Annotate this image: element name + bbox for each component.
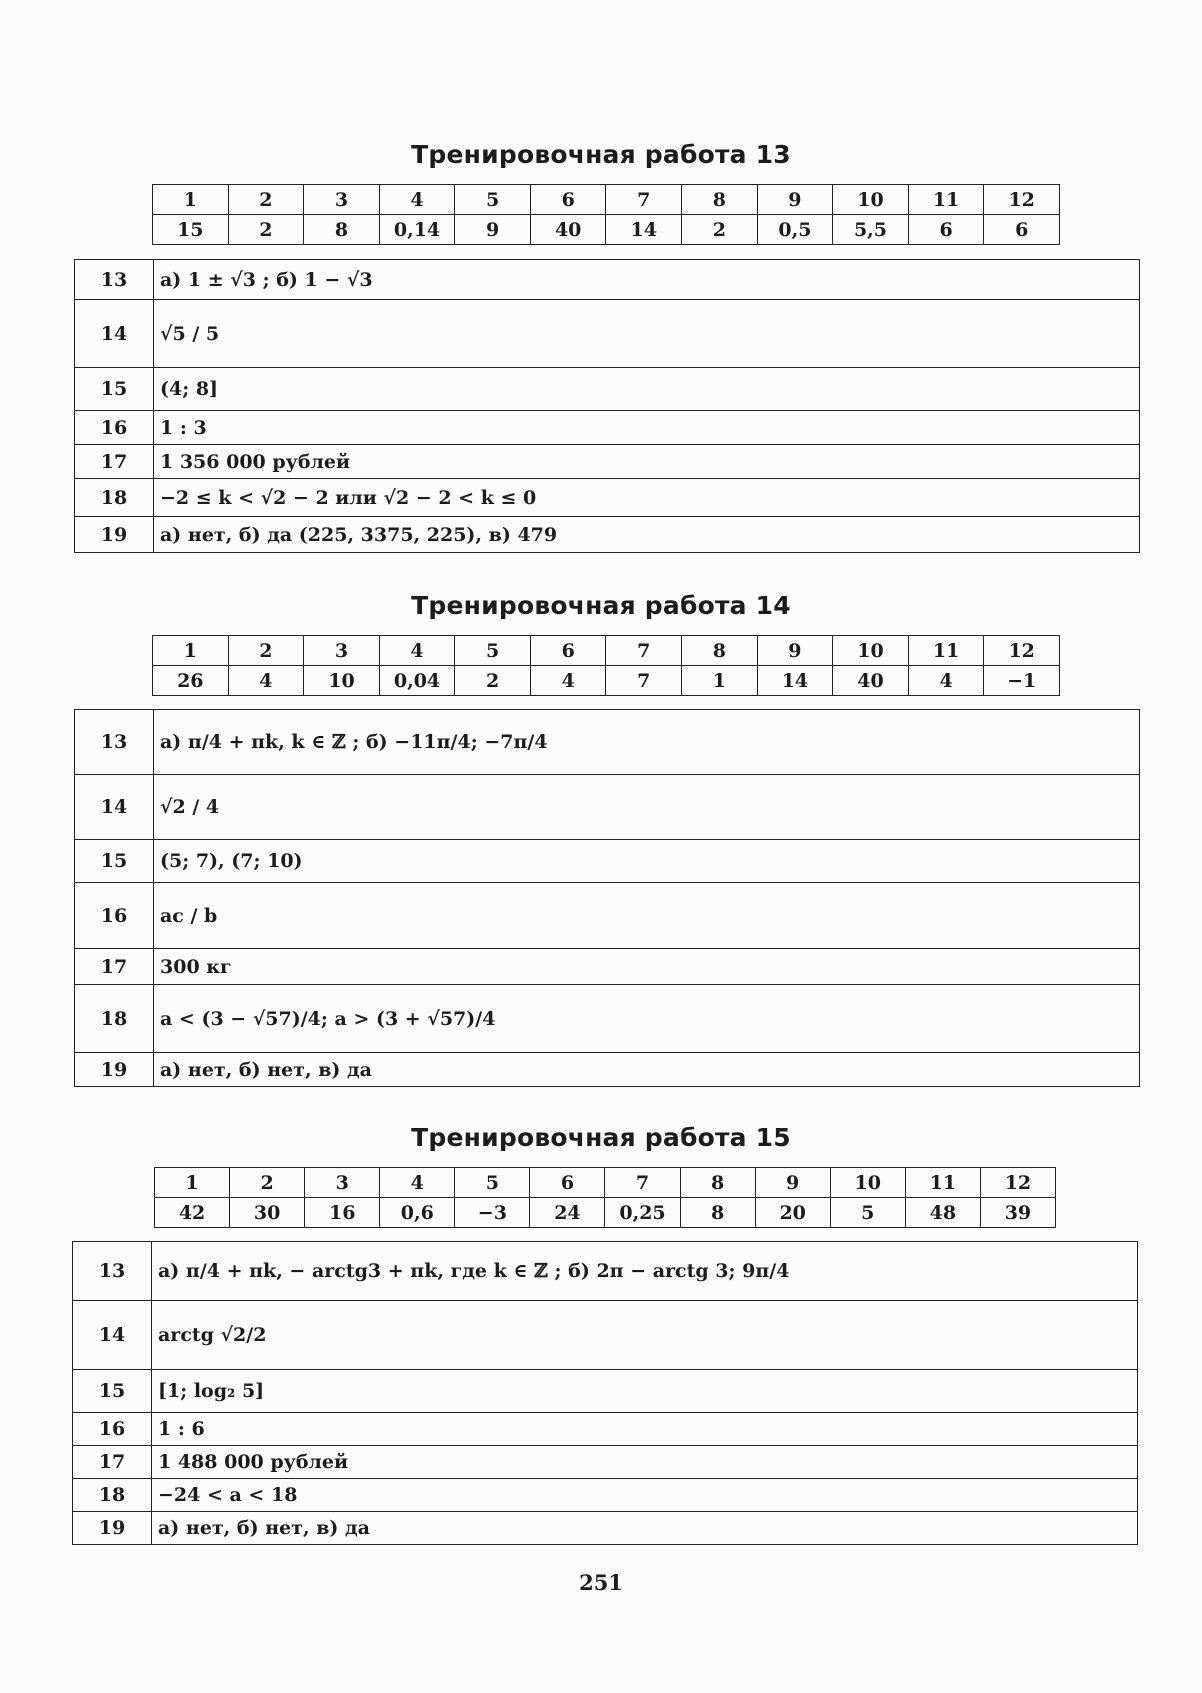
answer-value: 9 <box>455 215 531 245</box>
table-row <box>75 710 1140 775</box>
task-number: 19 <box>75 517 154 553</box>
table-row <box>73 1413 1138 1446</box>
task-number: 6 <box>530 636 606 666</box>
answer-value: 6 <box>984 215 1060 245</box>
task-number: 14 <box>75 775 154 840</box>
answer-row <box>153 666 1060 696</box>
answer-value: 2 <box>455 666 531 696</box>
answer-value: 1 <box>682 666 758 696</box>
task-number: 4 <box>379 636 455 666</box>
answer-value: 2 <box>682 215 758 245</box>
header-row <box>155 1168 1056 1198</box>
answer-value: 8 <box>304 215 380 245</box>
table-row <box>75 260 1140 300</box>
work-14-title: Тренировочная работа 14 <box>411 591 791 620</box>
table-row <box>75 479 1140 517</box>
task-number: 13 <box>75 260 154 300</box>
task-number: 19 <box>73 1512 152 1545</box>
task-number: 6 <box>530 185 606 215</box>
answer-value: 15 <box>153 215 229 245</box>
task-number: 9 <box>755 1168 830 1198</box>
task-number: 11 <box>908 185 984 215</box>
table-row <box>73 1512 1138 1545</box>
task-number: 6 <box>530 1168 605 1198</box>
answer-text: а) π/4 + πk, k ∈ ℤ ; б) −11π/4; −7π/4 <box>154 710 1140 775</box>
task-number: 10 <box>830 1168 905 1198</box>
header-row <box>153 185 1060 215</box>
table-row <box>73 1479 1138 1512</box>
task-number: 13 <box>75 710 154 775</box>
task-number: 15 <box>75 840 154 883</box>
task-number: 16 <box>75 411 154 445</box>
task-number: 17 <box>75 445 154 479</box>
task-number: 8 <box>682 636 758 666</box>
answer-value: 0,14 <box>379 215 455 245</box>
answer-value: 26 <box>153 666 229 696</box>
answer-value: 10 <box>304 666 380 696</box>
table-row <box>75 775 1140 840</box>
task-number: 16 <box>73 1413 152 1446</box>
answer-text: [1; log₂ 5] <box>152 1370 1138 1413</box>
answer-row <box>155 1198 1056 1228</box>
answer-value: 5,5 <box>833 215 909 245</box>
answer-text: 1 356 000 рублей <box>154 445 1140 479</box>
task-number: 8 <box>680 1168 755 1198</box>
work-13-short-answers <box>152 184 1060 245</box>
answer-value: 2 <box>228 215 304 245</box>
answer-value: 20 <box>755 1198 830 1228</box>
answer-text: а) π/4 + πk, − arctg3 + πk, где k ∈ ℤ ; б) 2π − arctg 3; 9π/4 <box>152 1242 1138 1301</box>
task-number: 9 <box>757 185 833 215</box>
answer-value: 4 <box>908 666 984 696</box>
task-number: 16 <box>75 883 154 949</box>
table-row <box>75 517 1140 553</box>
task-number: 19 <box>75 1053 154 1087</box>
answer-value: 42 <box>155 1198 230 1228</box>
task-number: 8 <box>682 185 758 215</box>
work-13-title: Тренировочная работа 13 <box>411 140 791 169</box>
table-row <box>75 949 1140 985</box>
task-number: 10 <box>833 636 909 666</box>
answer-text: −24 < a < 18 <box>152 1479 1138 1512</box>
header-row <box>153 636 1060 666</box>
task-number: 18 <box>73 1479 152 1512</box>
answer-row <box>153 215 1060 245</box>
answer-value: 4 <box>530 666 606 696</box>
answer-text: ac / b <box>154 883 1140 949</box>
answer-value: 48 <box>905 1198 980 1228</box>
answer-text: а) 1 ± √3 ; б) 1 − √3 <box>154 260 1140 300</box>
answer-value: 0,6 <box>380 1198 455 1228</box>
table-row <box>75 411 1140 445</box>
task-number: 11 <box>908 636 984 666</box>
answer-value: 5 <box>830 1198 905 1228</box>
table-row <box>75 445 1140 479</box>
task-number: 12 <box>984 185 1060 215</box>
answer-value: 0,04 <box>379 666 455 696</box>
task-number: 3 <box>305 1168 380 1198</box>
task-number: 1 <box>155 1168 230 1198</box>
task-number: 5 <box>455 185 531 215</box>
table-row <box>75 300 1140 368</box>
task-number: 15 <box>73 1370 152 1413</box>
task-number: 4 <box>380 1168 455 1198</box>
answer-text: (4; 8] <box>154 368 1140 411</box>
task-number: 3 <box>304 185 380 215</box>
task-number: 3 <box>304 636 380 666</box>
task-number: 7 <box>606 185 682 215</box>
answer-text: −2 ≤ k < √2 − 2 или √2 − 2 < k ≤ 0 <box>154 479 1140 517</box>
table-row <box>73 1370 1138 1413</box>
answer-value: 4 <box>228 666 304 696</box>
task-number: 2 <box>230 1168 305 1198</box>
task-number: 1 <box>153 636 229 666</box>
answer-value: 8 <box>680 1198 755 1228</box>
answer-value: 0,25 <box>605 1198 680 1228</box>
work-14-long-answers <box>74 709 1140 1087</box>
task-number: 14 <box>75 300 154 368</box>
task-number: 5 <box>455 1168 530 1198</box>
table-row <box>75 985 1140 1053</box>
table-row <box>73 1446 1138 1479</box>
answer-text: 1 : 3 <box>154 411 1140 445</box>
answer-value: 6 <box>908 215 984 245</box>
table-row <box>73 1242 1138 1301</box>
answer-text: а) нет, б) да (225, 3375, 225), в) 479 <box>154 517 1140 553</box>
answer-value: 16 <box>305 1198 380 1228</box>
task-number: 17 <box>75 949 154 985</box>
answer-text: (5; 7), (7; 10) <box>154 840 1140 883</box>
task-number: 14 <box>73 1301 152 1370</box>
task-number: 12 <box>980 1168 1055 1198</box>
work-14-short-answers <box>152 635 1060 696</box>
answer-text: √5 / 5 <box>154 300 1140 368</box>
table-row <box>75 883 1140 949</box>
work-15-title: Тренировочная работа 15 <box>411 1123 791 1152</box>
answer-value: 14 <box>606 215 682 245</box>
task-number: 2 <box>228 185 304 215</box>
answer-text: arctg √2/2 <box>152 1301 1138 1370</box>
answer-value: 0,5 <box>757 215 833 245</box>
answer-value: 39 <box>980 1198 1055 1228</box>
answer-text: 1 488 000 рублей <box>152 1446 1138 1479</box>
answer-text: а) нет, б) нет, в) да <box>154 1053 1140 1087</box>
answer-value: 40 <box>833 666 909 696</box>
table-row <box>73 1301 1138 1370</box>
task-number: 7 <box>605 1168 680 1198</box>
answer-text: а) нет, б) нет, в) да <box>152 1512 1138 1545</box>
page-number: 251 <box>579 1570 623 1595</box>
answer-text: 1 : 6 <box>152 1413 1138 1446</box>
task-number: 17 <box>73 1446 152 1479</box>
answer-value: 30 <box>230 1198 305 1228</box>
table-row <box>75 840 1140 883</box>
answer-value: 7 <box>606 666 682 696</box>
work-13-long-answers <box>74 259 1140 553</box>
task-number: 1 <box>153 185 229 215</box>
task-number: 11 <box>905 1168 980 1198</box>
answer-value: −1 <box>984 666 1060 696</box>
task-number: 18 <box>75 479 154 517</box>
answer-value: 24 <box>530 1198 605 1228</box>
task-number: 4 <box>379 185 455 215</box>
task-number: 13 <box>73 1242 152 1301</box>
task-number: 5 <box>455 636 531 666</box>
task-number: 9 <box>757 636 833 666</box>
task-number: 7 <box>606 636 682 666</box>
task-number: 18 <box>75 985 154 1053</box>
answer-text: 300 кг <box>154 949 1140 985</box>
table-row <box>75 368 1140 411</box>
answer-text: √2 / 4 <box>154 775 1140 840</box>
work-15-long-answers <box>72 1241 1138 1545</box>
answer-text: a < (3 − √57)/4; a > (3 + √57)/4 <box>154 985 1140 1053</box>
task-number: 10 <box>833 185 909 215</box>
work-15-short-answers <box>154 1167 1056 1228</box>
answer-value: −3 <box>455 1198 530 1228</box>
answer-value: 14 <box>757 666 833 696</box>
answer-value: 40 <box>530 215 606 245</box>
task-number: 12 <box>984 636 1060 666</box>
table-row <box>75 1053 1140 1087</box>
task-number: 15 <box>75 368 154 411</box>
task-number: 2 <box>228 636 304 666</box>
